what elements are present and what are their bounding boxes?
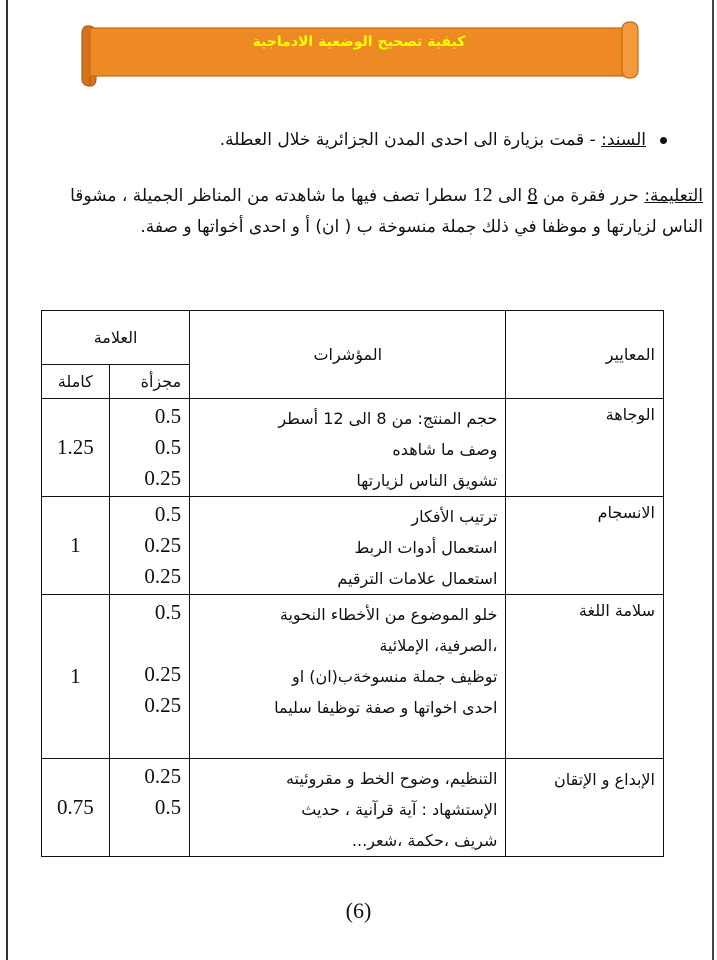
partial-mark: 0.25 [144, 466, 182, 490]
partial-mark: 0.25 [144, 564, 182, 588]
partial-mark-cell [109, 595, 190, 759]
full-mark: 0.75 [56, 795, 94, 819]
table-row [42, 497, 664, 595]
partial-mark: 0.5 [154, 795, 182, 819]
full-mark: 1.25 [56, 435, 94, 459]
partial-mark: 0.5 [154, 502, 182, 526]
indicator-line: وصف ما شاهده [392, 440, 498, 459]
full-mark-cell [42, 595, 110, 759]
criterion-cell [506, 759, 664, 857]
instruction-paragraph [56, 180, 703, 243]
table-row [42, 595, 664, 759]
indicator-line: ،الصرفية، الإملائية [379, 636, 498, 655]
partial-mark-cell [109, 399, 190, 497]
criterion-cell [506, 595, 664, 759]
header-indicators-label: المؤشرات [313, 345, 383, 364]
source-text: - قمت بزيارة الى احدى المدن الجزائرية خلال العطلة. [219, 130, 602, 150]
full-mark-cell [42, 399, 110, 497]
instruction-text-2: الى [492, 186, 528, 206]
criterion-cell [506, 399, 664, 497]
instruction-text-1: حرر فقرة من [537, 186, 645, 206]
partial-mark-cell [109, 497, 190, 595]
criterion-cell [506, 497, 664, 595]
indicator-line: استعمال علامات الترقيم [337, 569, 498, 588]
table-row [42, 399, 664, 497]
partial-mark: 0.25 [144, 764, 182, 788]
indicator-line: استعمال أدوات الربط [354, 538, 498, 557]
header-criteria-label: المعايير [605, 345, 655, 364]
source-label: السند: [601, 130, 646, 150]
header-partial [109, 365, 190, 399]
indicators-cell [190, 595, 506, 759]
table-row [42, 759, 664, 857]
header-full [42, 365, 110, 399]
header-mark-label: العلامة [93, 328, 138, 347]
partial-mark: 0.25 [144, 662, 182, 686]
instruction-number-max: 12 [472, 184, 493, 206]
criterion-label: الوجاهة [605, 405, 655, 424]
partial-mark [110, 628, 182, 659]
right-margin-rule [712, 0, 714, 960]
indicator-line: خلو الموضوع من الأخطاء النحوية [279, 605, 498, 624]
full-mark: 1 [70, 664, 81, 688]
indicators-cell [190, 759, 506, 857]
indicators-cell [190, 399, 506, 497]
indicator-line: ترتيب الأفكار [411, 507, 498, 526]
header-indicators [190, 311, 506, 399]
criterion-label: سلامة اللغة [578, 601, 655, 620]
header-full-label: كاملة [57, 372, 93, 391]
indicator-line: التنظيم، وضوح الخط و مقروئيته [285, 769, 498, 788]
indicator-line: شريف ،حكمة ،شعر... [351, 831, 498, 850]
instruction-number-min: 8 [527, 184, 538, 206]
indicator-line: الإستشهاد : آية قرآنية ، حديث [301, 800, 498, 819]
full-mark-cell [42, 497, 110, 595]
full-mark: 1 [70, 533, 81, 557]
source-line [67, 130, 667, 150]
full-mark-cell [42, 759, 110, 857]
left-margin-rule [6, 0, 8, 960]
criterion-label: الانسجام [597, 503, 655, 522]
title-banner [78, 18, 640, 90]
grading-table [41, 310, 664, 857]
scroll-shape [78, 18, 640, 90]
partial-mark: 0.5 [154, 600, 182, 624]
criterion-label: الإبداع و الإتقان [553, 770, 655, 789]
header-criteria [506, 311, 664, 399]
page-number: (6) [345, 898, 372, 923]
bullet-icon [660, 137, 667, 144]
instruction-text-3: سطرا تصف فيها ما شاهدته من المناظر الجميلة ، مشوقا الناس لزيارتها و موظفا في ذلك جملة منسوخة ب ( ان) أ و احدى أخواتها و صفة. [70, 186, 703, 237]
indicators-cell [190, 497, 506, 595]
indicator-line: توظيف جملة منسوخةب(ان) او [291, 667, 498, 686]
indicator-line: احدى اخواتها و صفة توظيفا سليما [274, 698, 498, 717]
indicator-line: حجم المنتج: من 8 الى 12 أسطر [278, 409, 498, 428]
header-mark [42, 311, 190, 365]
header-partial-label: مجزأة [140, 372, 182, 391]
partial-mark: 0.5 [154, 435, 182, 459]
partial-mark: 0.25 [144, 693, 182, 717]
partial-mark: 0.5 [154, 404, 182, 428]
partial-mark: 0.25 [144, 533, 182, 557]
partial-mark-cell [109, 759, 190, 857]
instruction-label: التعليمة: [644, 186, 703, 206]
indicator-line: تشويق الناس لزيارتها [356, 471, 498, 490]
banner-title: كيفية تصحيح الوضعية الادماجية [252, 34, 466, 50]
